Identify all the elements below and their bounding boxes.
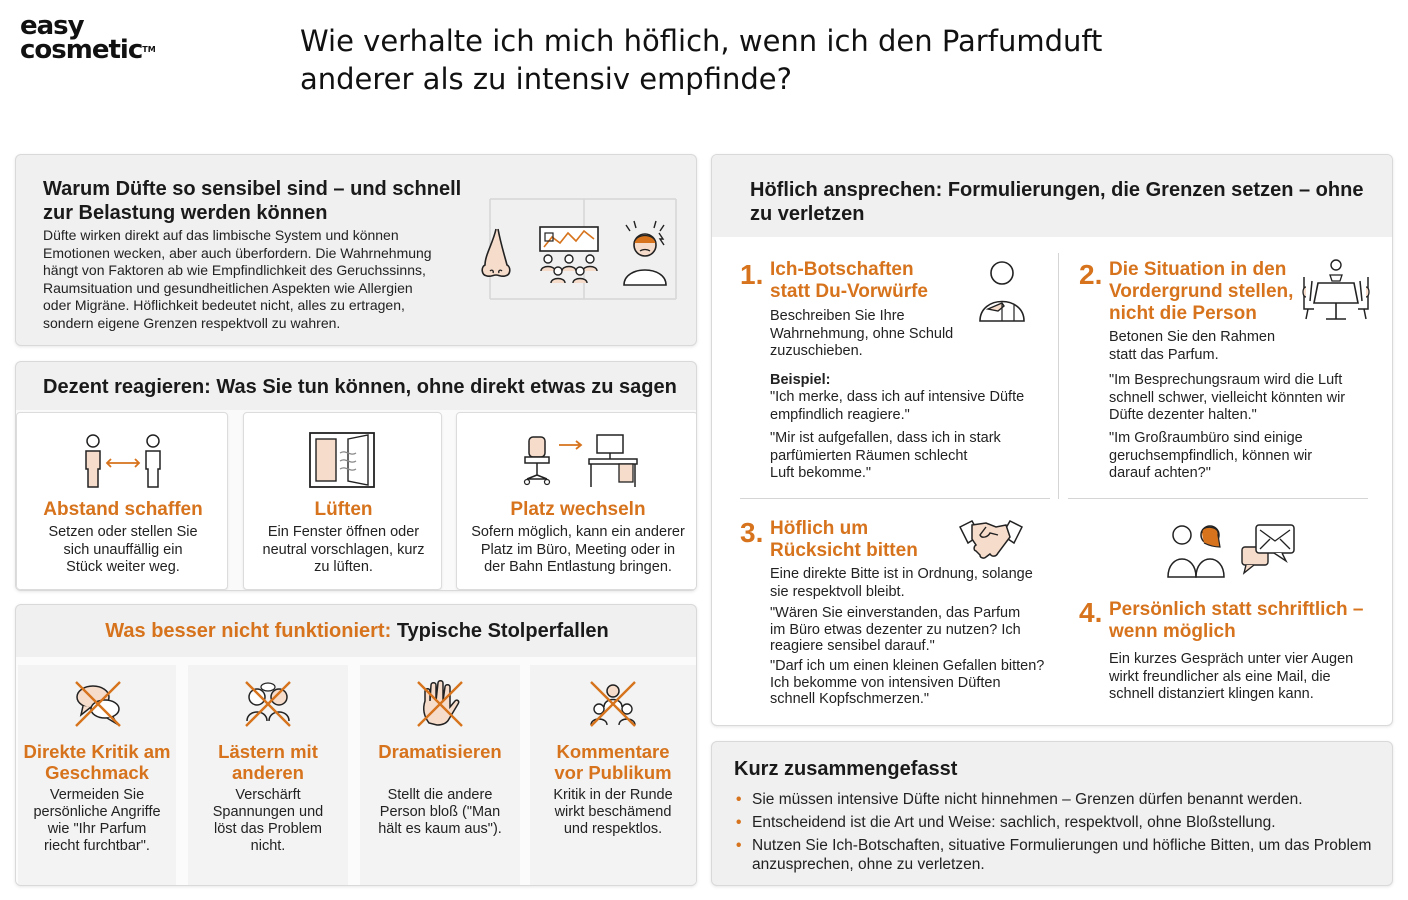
tip-4-title: Persönlich statt schriftlich – wenn möglich (1109, 599, 1364, 642)
tip-2-quote-1: "Im Besprechungsraum wird die Luft schnell schwer, vielleicht könnten wir Düfte dezenter halten." (1109, 372, 1346, 423)
handshake-icon (958, 517, 1024, 561)
pitfall-laestern-text: Verschärft Spannungen und löst das Problem nicht. (212, 787, 324, 854)
tip-2-text: Betonen Sie den Rahmen statt das Parfum. (1109, 329, 1276, 363)
why-heading: Warum Düfte so sensibel sind – und schnell zur Belastung werden können (43, 178, 462, 224)
summary-panel (711, 741, 1393, 886)
pitfall-kritik-title: Direkte Kritik am Geschmack (23, 741, 171, 783)
stressed-person-icon (618, 219, 672, 289)
pitfall-card-kritik (18, 665, 176, 885)
summary-list (734, 790, 1374, 878)
tip-1-text: Beschreiben Sie Ihre Wahrnehmung, ohne Schuld zuzuschieben. (770, 308, 954, 359)
card-platz-title: Platz wechseln (510, 499, 646, 520)
brand-line-2: cosmetic™ (20, 35, 156, 65)
tip-1-quote-1: "Ich merke, dass ich auf intensive Düfte empfindlich reagiere." (770, 389, 1025, 423)
why-panel (15, 154, 697, 346)
window-icon (306, 431, 378, 491)
tip-2-number: 2. (1079, 259, 1103, 290)
summary-bullet: • Sie müssen intensive Düfte nicht hinnehmen – Grenzen dürfen benannt werden. (734, 790, 1374, 809)
tip-3-number: 3. (740, 517, 764, 548)
distance-people-icon (81, 433, 165, 489)
polite-divider-left (740, 498, 1050, 499)
tip-1-example-label: Beispiel: (770, 372, 831, 388)
card-abstand-title: Abstand schaffen (43, 499, 203, 520)
crossed-group-icon (588, 679, 638, 729)
trademark: TM (142, 45, 156, 54)
polite-vertical-divider (1058, 253, 1059, 499)
card-platz-text: Sofern möglich, kann ein anderer Platz im Büro, Meeting oder in der Bahn Entlastung bringen. (471, 524, 685, 575)
pitfall-laestern-title: Lästern mit anderen (218, 741, 318, 783)
summary-bullet: • Entscheidend ist die Art und Weise: sachlich, respektvoll, ohne Bloßstellung. (734, 813, 1374, 832)
meeting-table-icon (1300, 257, 1372, 323)
pitfall-card-laestern (188, 665, 348, 885)
crossed-hand-icon (415, 679, 465, 729)
tip-2-quote-2: "Im Großraumbüro sind einige geruchsempfindlich, können wir darauf achten?" (1109, 430, 1313, 481)
summary-heading: Kurz zusammengefasst (734, 758, 958, 780)
office-meeting-icon (534, 225, 604, 285)
tip-3-quote-2: "Darf ich um einen kleinen Gefallen bitten? Ich bekomme von intensiven Düften schnell Kopfschmerzen." (770, 658, 1045, 707)
tip-1-number: 1. (740, 259, 764, 290)
pitfall-kritik-text: Vermeiden Sie persönliche Angriffe wie "Ihr Parfum riecht furchtbar". (33, 787, 161, 854)
tip-2-title: Die Situation in den Vordergrund stellen, nicht die Person (1109, 259, 1294, 324)
tip-3-title: Höflich um Rücksicht bitten (770, 518, 918, 561)
card-abstand-text: Setzen oder stellen Sie sich unauffällig ein Stück weiter weg. (48, 524, 198, 575)
pitfall-kommentare-text: Kritik in der Runde wirkt beschämend und respektlos. (553, 787, 673, 837)
pitfalls-panel (15, 604, 697, 886)
card-lueften-title: Lüften (314, 499, 373, 520)
pitfall-dramatisieren-title: Dramatisieren (378, 741, 502, 762)
pitfall-card-dramatisieren (360, 665, 520, 885)
brand-line-1: easy (20, 11, 84, 41)
crossed-gossip-icon (243, 679, 293, 729)
polite-panel (711, 154, 1393, 726)
polite-heading: Höflich ansprechen: Formulierungen, die Grenzen setzen – ohne zu verletzen (750, 179, 1364, 225)
why-text: Düfte wirken direkt auf das limbische System und können Emotionen wecken, aber auch überfordern. Die Wahrnehmung hängt von Faktoren ab wie Empfindlichkeit des Geruchssinns, Raumsituation und gesundheitlichen Aspekten wie Allergien oder Migräne. Höflichkeit bedeutet nicht, alles zu ertragen, sondern eigene Grenzen respektvoll zu wahren. (43, 227, 432, 331)
pitfall-kommentare-title: Kommentare vor Publikum (554, 741, 672, 783)
pitfall-card-kommentare (530, 665, 696, 885)
tip-3-text: Eine direkte Bitte ist in Ordnung, solange sie respektvoll bleibt. (770, 566, 1033, 600)
tip-1-title: Ich-Botschaften statt Du-Vorwürfe (770, 259, 928, 302)
tip-3-quote-1: "Wären Sie einverstanden, das Parfum im Büro etwas dezenter zu nutzen? Ich reagiere sensibel darauf." (770, 605, 1021, 654)
crossed-speech-icon (73, 679, 123, 729)
tip-1-quote-2: "Mir ist aufgefallen, dass ich in stark parfümierten Räumen schlecht Luft bekomme." (770, 430, 1001, 481)
polite-divider-right (1068, 498, 1368, 499)
pitfall-dramatisieren-text: Stellt die andere Person bloß ("Man hält es kaum aus"). (378, 787, 502, 837)
conversation-mail-icon (1164, 521, 1300, 581)
page-title: Wie verhalte ich mich höflich, wenn ich den Parfumduft anderer als zu intensiv empfinde? (300, 24, 1103, 96)
card-platz (456, 412, 697, 590)
tip-4-number: 4. (1079, 597, 1103, 628)
card-lueften (243, 412, 442, 590)
discreet-heading: Dezent reagieren: Was Sie tun können, ohne direkt etwas zu sagen (43, 376, 677, 398)
tip-4-text: Ein kurzes Gespräch unter vier Augen wirkt freundlicher als eine Mail, die schnell distanziert klingen kann. (1109, 651, 1354, 702)
card-lueften-text: Ein Fenster öffnen oder neutral vorschlagen, kurz zu lüften. (262, 524, 425, 575)
nose-icon (471, 225, 521, 285)
brand-logo (20, 11, 156, 65)
discreet-panel (15, 361, 697, 591)
pitfalls-heading: Was besser nicht funktioniert: Typische Stolperfallen (105, 620, 609, 642)
card-abstand (16, 412, 228, 590)
summary-bullet: • Nutzen Sie Ich-Botschaften, situative Formulierungen und höfliche Bitten, um das Problem anzusprechen, ohne zu verletzen. (734, 836, 1374, 874)
chair-desk-icon (519, 433, 639, 489)
